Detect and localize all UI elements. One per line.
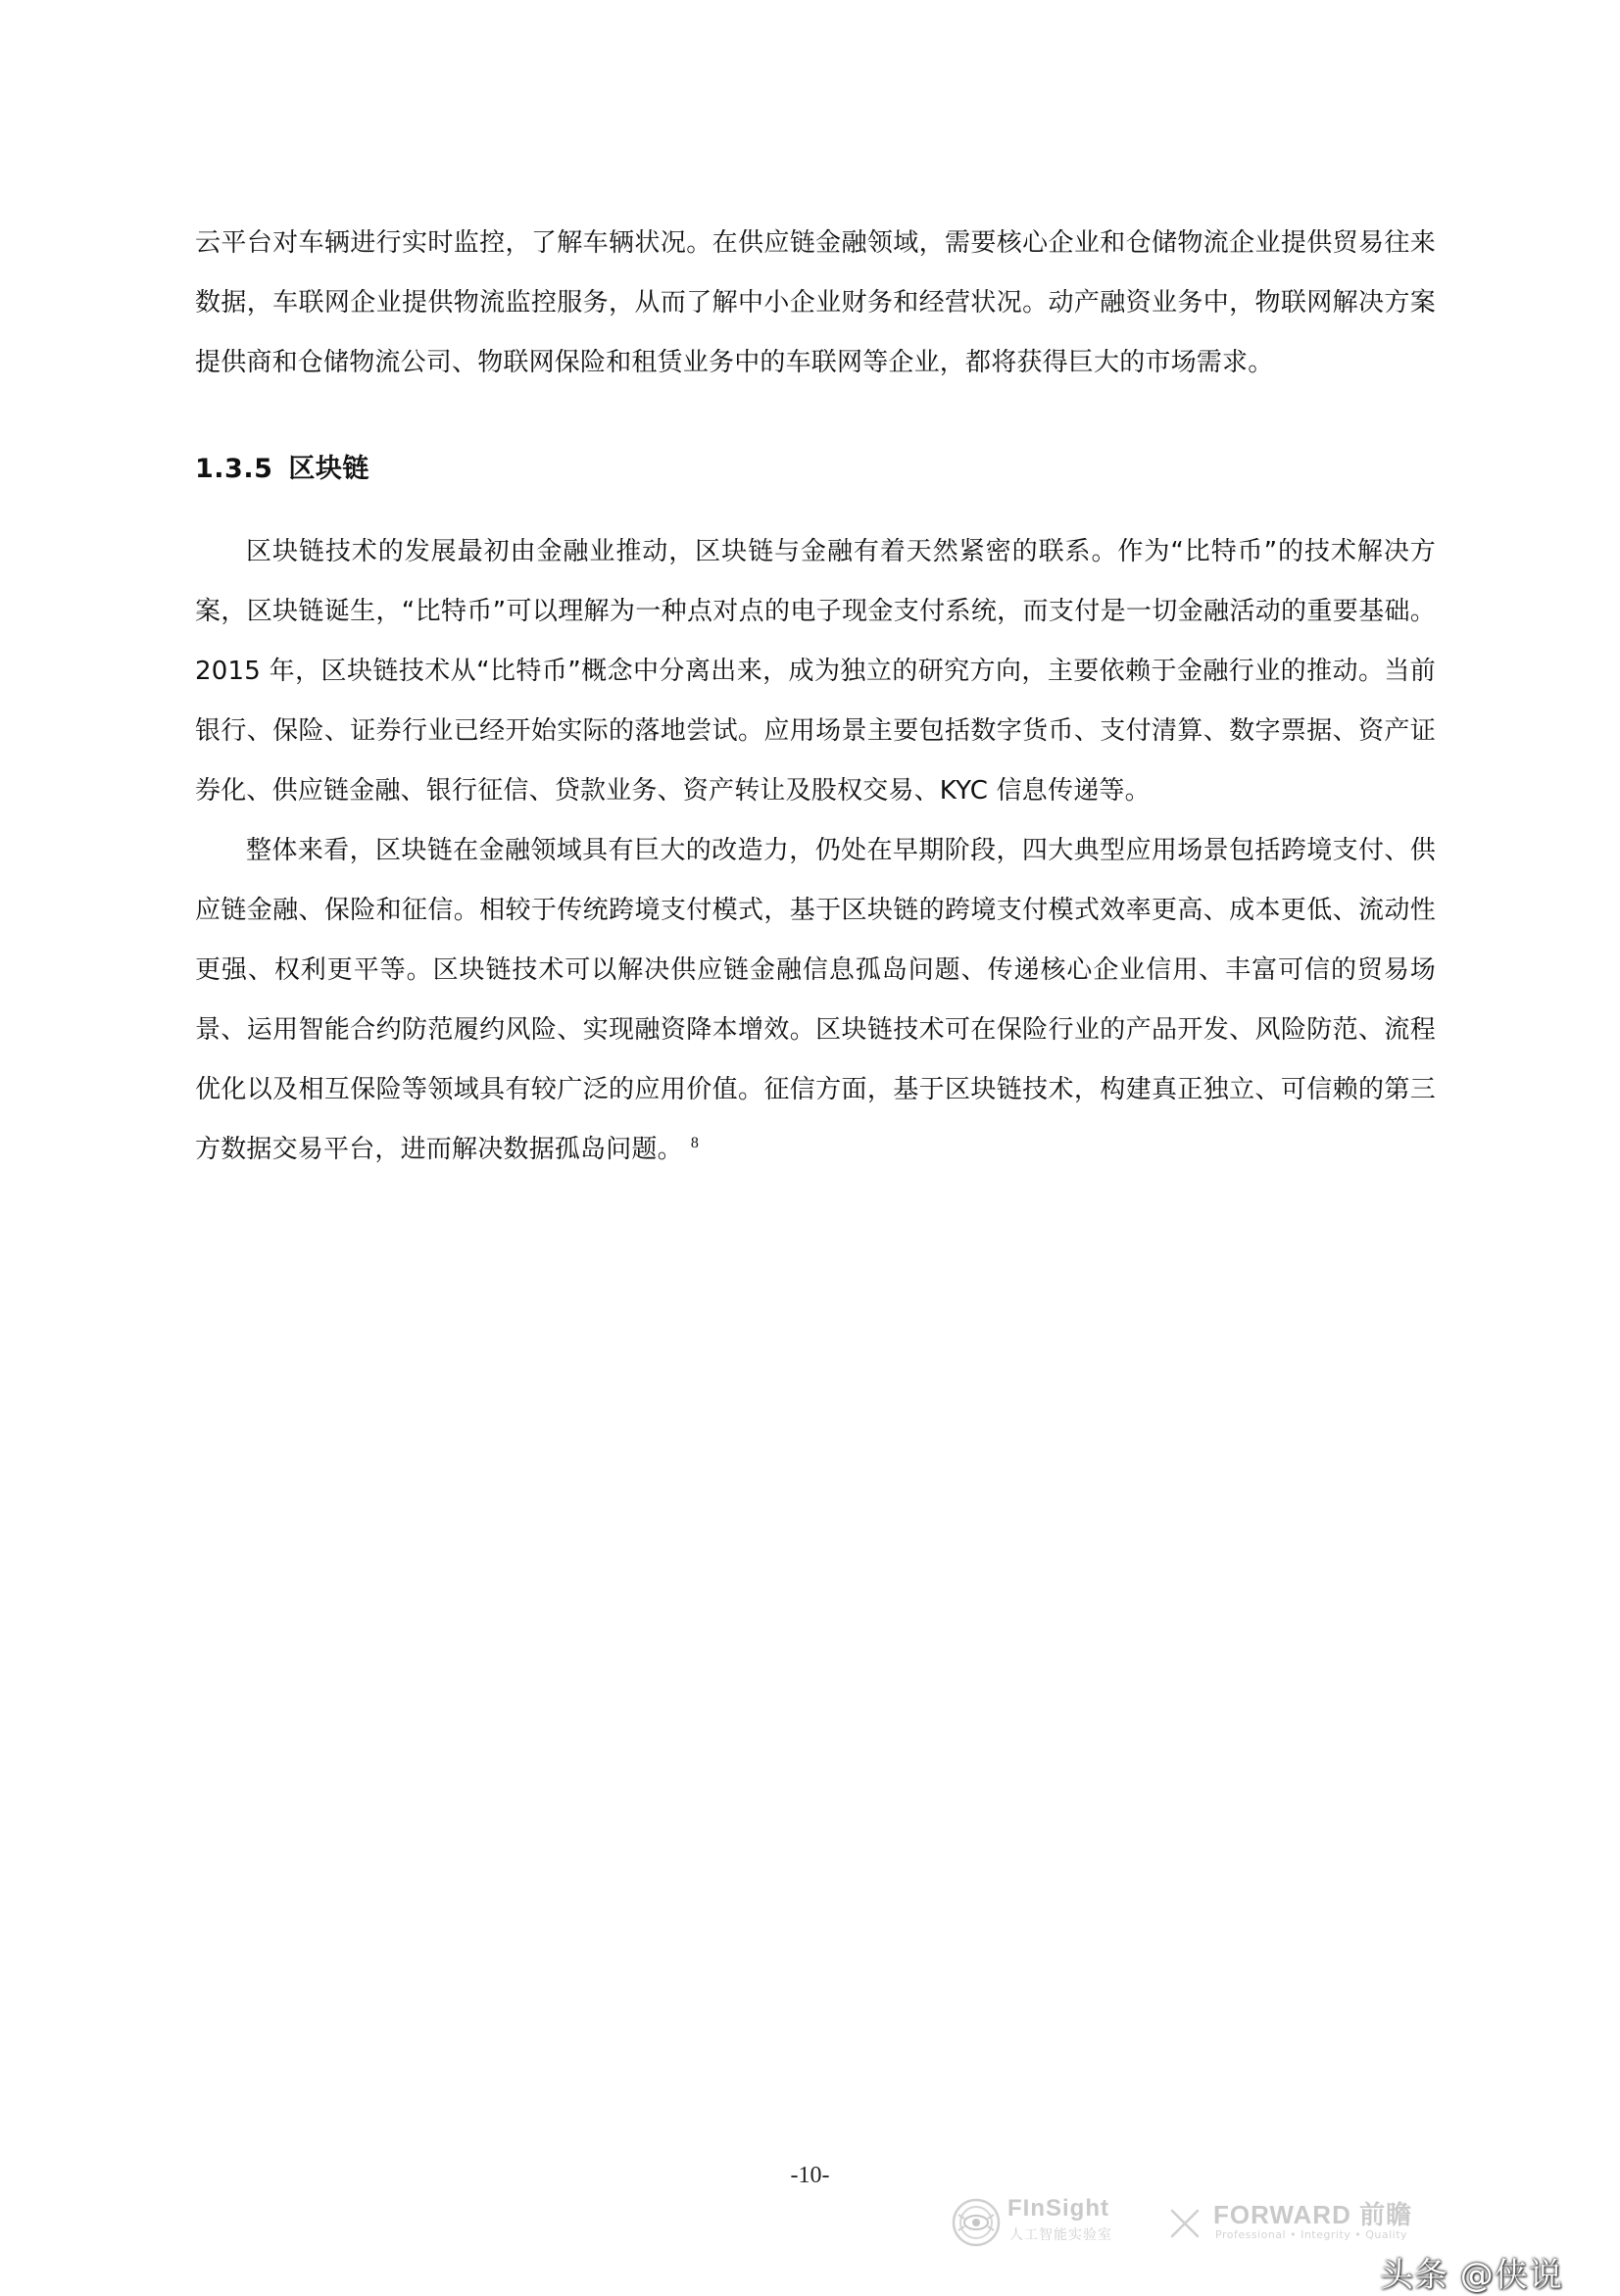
finsight-emblem-icon [951, 2197, 1002, 2248]
paragraph-continuation: 云平台对车辆进行实时监控，了解车辆状况。在供应链金融领域，需要核心企业和仓储物流企业提供贸易往来数据，车联网企业提供物流监控服务，从而了解中小企业财务和经营状况。动产融资业务中，物联网解决方案提供商和仓储物流公司、物联网保险和租赁业务中的车联网等企业，都将获得巨大的市场需求。 [195, 228, 1436, 377]
paragraph-blockchain-overview [195, 821, 1436, 1180]
cross-icon [1168, 2207, 1202, 2240]
finsight-name: FInSight [1007, 2195, 1109, 2222]
section-number: 1.3.5 [195, 454, 273, 484]
paragraph-blockchain-intro: 区块链技术的发展最初由金融业推动，区块链与金融有着天然紧密的联系。作为“比特币”的技术解决方案，区块链诞生，“比特币”可以理解为一种点对点的电子现金支付系统，而支付是一切金融活动的重要基础。2015 年，区块链技术从“比特币”概念中分离出来，成为独立的研究方向，主要依赖于金融行业的推动。当前银行、保险、证券行业已经开始实际的落地尝试。应用场景主要包括数字货币、支付清算、数字票据、资产证券化、供应链金融、银行征信、贷款业务、资产转让及股权交易、KYC 信息传递等。 [195, 537, 1436, 806]
finsight-logo [951, 2193, 1156, 2252]
page-content [195, 214, 1436, 1180]
forward-logo [1213, 2193, 1413, 2252]
forward-tagline: Professional • Integrity • Quality [1215, 2228, 1408, 2241]
finsight-subtitle: 人工智能实验室 [1009, 2227, 1112, 2243]
section-title: 区块链 [288, 454, 369, 484]
footnote-reference[interactable]: 8 [690, 1135, 700, 1152]
section-heading [195, 440, 1436, 499]
paragraph-blockchain-overview-text: 整体来看，区块链在金融领域具有巨大的改造力，仍处在早期阶段，四大典型应用场景包括跨境支付、供应链金融、保险和征信。相较于传统跨境支付模式，基于区块链的跨境支付模式效率更高、成本更低、流动性更强、权利更平等。区块链技术可以解决供应链金融信息孤岛问题、传递核心企业信用、丰富可信的贸易场景、运用智能合约防范履约风险、实现融资降本增效。区块链技术可在保险行业的产品开发、风险防范、流程优化以及相互保险等领域具有较广泛的应用价值。征信方面，基于区块链技术，构建真正独立、可信赖的第三方数据交易平台，进而解决数据孤岛问题。 [195, 836, 1436, 1164]
page-number: -10- [790, 2163, 830, 2188]
forward-name: FORWARD 前瞻 [1213, 2200, 1413, 2229]
watermark: 头条 @侠说 [1380, 2256, 1563, 2295]
footer-logos [951, 2193, 1413, 2262]
